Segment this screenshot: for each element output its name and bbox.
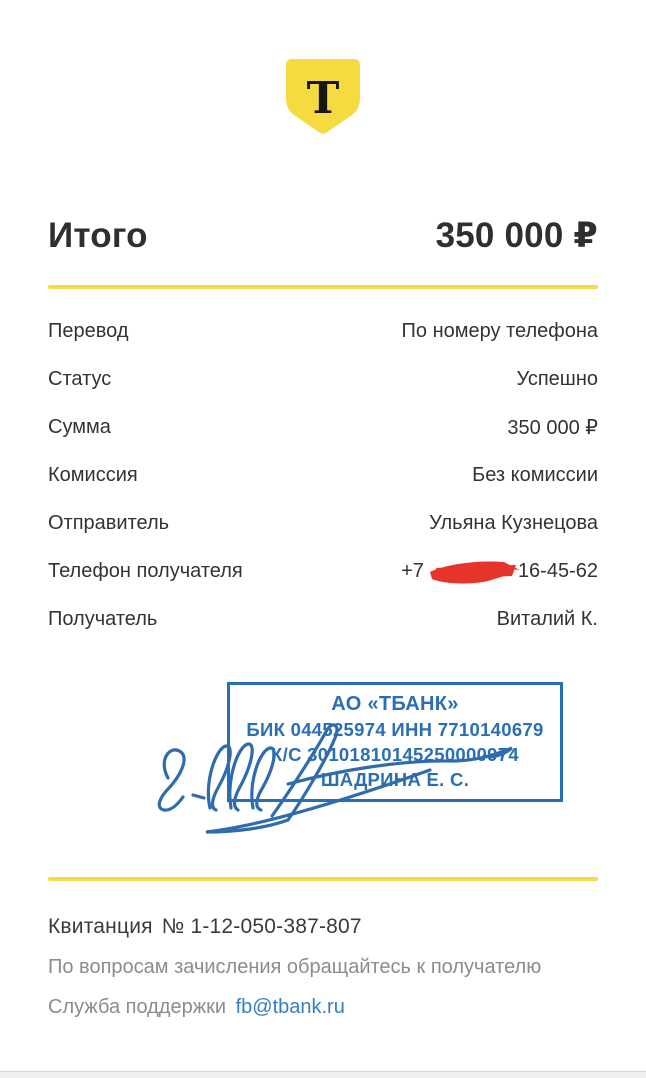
detail-row-amount <box>48 403 598 451</box>
receipt-number-line <box>48 915 362 939</box>
support-label: Служба поддержки <box>48 996 227 1018</box>
detail-row-transfer-type <box>48 307 598 355</box>
redaction-scribble-icon <box>426 557 522 587</box>
detail-label: Отправитель <box>48 511 170 534</box>
recipient-name: Виталий К. <box>496 607 598 630</box>
detail-row-status <box>48 355 598 403</box>
stamp-ks: К/С 30101810145250000974 <box>271 744 519 765</box>
detail-label: Комиссия <box>48 463 138 486</box>
detail-label: Перевод <box>48 319 129 342</box>
summary-row <box>48 216 598 256</box>
stamp-bank-name: АО «ТБАНК» <box>331 693 459 715</box>
details-list <box>48 307 598 643</box>
detail-label: Сумма <box>48 415 111 438</box>
support-email-link[interactable]: fb@tbank.ru <box>235 996 345 1018</box>
detail-row-fee <box>48 451 598 499</box>
detail-label: Получатель <box>48 607 158 630</box>
bank-stamp <box>227 682 563 802</box>
total-amount: 350 000 ₽ <box>435 216 598 255</box>
phone-value <box>401 556 598 586</box>
detail-row-recipient-phone <box>48 547 598 595</box>
detail-value: Без комиссии <box>472 463 598 486</box>
detail-label: Телефон получателя <box>48 559 243 582</box>
tbank-logo <box>284 57 362 135</box>
status-value: Успешно <box>516 367 598 390</box>
receipt-number: № 1-12-050-387-807 <box>161 915 362 938</box>
yellow-divider-bottom <box>48 877 598 881</box>
phone-suffix: 16-45-62 <box>517 559 598 582</box>
detail-value: По номеру телефона <box>401 319 598 342</box>
receipt-label: Квитанция <box>48 915 153 938</box>
page-bottom-strip <box>0 1071 646 1078</box>
logo-letter: Т <box>306 73 340 124</box>
total-label: Итого <box>48 216 148 255</box>
support-line <box>48 996 345 1019</box>
detail-row-recipient <box>48 595 598 643</box>
phone-prefix: +7 <box>401 559 424 582</box>
sender-name: Ульяна Кузнецова <box>429 511 598 534</box>
stamp-signer-name: ШАДРИНА Е. С. <box>320 769 470 790</box>
detail-value: 350 000 ₽ <box>507 416 598 439</box>
stamp-bik-inn: БИК 044525974 ИНН 7710140679 <box>246 719 544 740</box>
detail-label: Статус <box>48 367 112 390</box>
detail-row-sender <box>48 499 598 547</box>
crediting-note: По вопросам зачисления обращайтесь к получателю <box>48 956 542 978</box>
yellow-divider-top <box>48 285 598 289</box>
shield-icon <box>284 57 362 135</box>
